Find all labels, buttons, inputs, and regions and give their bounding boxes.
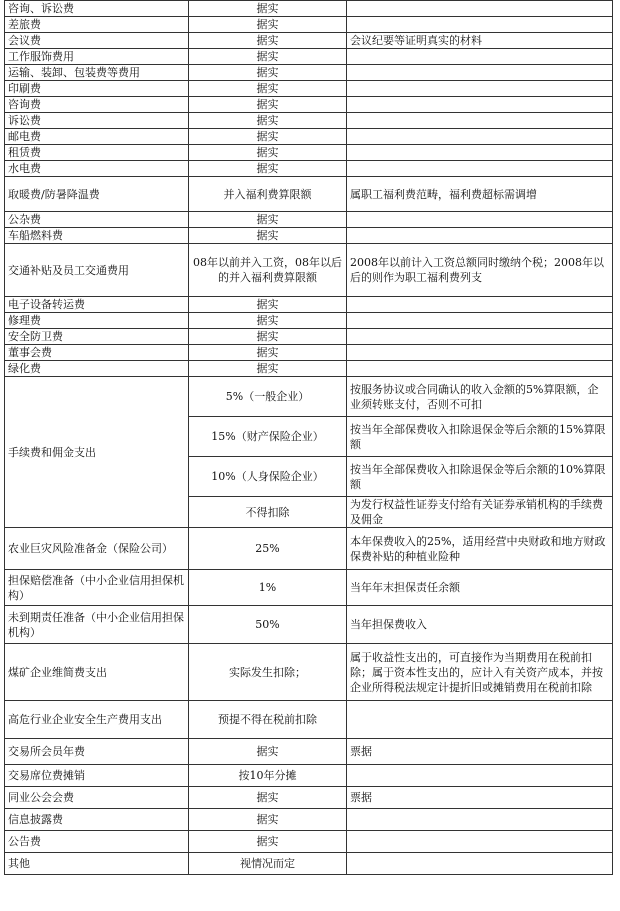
note-cell [347,831,613,853]
deduction-rule-cell: 据实 [189,1,347,17]
note-cell: 属职工福利费范畴，福利费超标需调增 [347,177,613,212]
table-row [5,1,613,17]
deduction-rule-cell: 据实 [189,81,347,97]
table-row [5,701,613,739]
expense-item-cell: 公告费 [5,831,189,853]
table-row [5,129,613,145]
note-cell: 票据 [347,739,613,765]
expense-item-cell: 水电费 [5,161,189,177]
table-row [5,528,613,570]
table-row [5,297,613,313]
note-cell: 当年担保费收入 [347,606,613,644]
table-row [5,177,613,212]
expense-item-cell: 取暖费/防暑降温费 [5,177,189,212]
note-cell [347,228,613,244]
expense-item-cell: 交易席位费摊销 [5,765,189,787]
deduction-rule-cell: 5%（一般企业） [189,377,347,417]
deduction-rule-cell: 据实 [189,831,347,853]
note-cell [347,17,613,33]
expense-item-cell: 安全防卫费 [5,329,189,345]
deduction-rule-cell: 50% [189,606,347,644]
table-row [5,113,613,129]
table-row [5,313,613,329]
deduction-rule-cell: 10%（人身保险企业） [189,457,347,497]
deduction-rule-cell: 据实 [189,97,347,113]
expense-item-cell: 农业巨灾风险准备金（保险公司） [5,528,189,570]
table-row [5,161,613,177]
note-cell: 按当年全部保费收入扣除退保金等后余额的10%算限额 [347,457,613,497]
note-cell [347,297,613,313]
expense-item-cell: 煤矿企业维简费支出 [5,644,189,701]
deduction-rule-cell: 据实 [189,329,347,345]
expense-table [4,0,613,875]
deduction-rule-cell: 据实 [189,739,347,765]
table-row [5,17,613,33]
table-row [5,345,613,361]
deduction-rule-cell: 据实 [189,809,347,831]
table-row [5,606,613,644]
note-cell [347,161,613,177]
note-cell: 属于收益性支出的，可直接作为当期费用在税前扣除；属于资本性支出的，应计入有关资产成本，并按企业所得税法规定计提折旧或摊销费用在税前扣除 [347,644,613,701]
note-cell [347,49,613,65]
deduction-rule-cell: 据实 [189,297,347,313]
table-row [5,831,613,853]
table-row [5,228,613,244]
note-cell [347,113,613,129]
note-cell: 为发行权益性证券支付给有关证券承销机构的手续费及佣金 [347,497,613,528]
deduction-rule-cell: 据实 [189,65,347,81]
deduction-rule-cell: 据实 [189,113,347,129]
deduction-rule-cell: 实际发生扣除； [189,644,347,701]
table-row [5,244,613,297]
deduction-rule-cell: 视情况而定 [189,853,347,875]
note-cell [347,1,613,17]
note-cell [347,853,613,875]
expense-item-cell: 同业公会会费 [5,787,189,809]
deduction-rule-cell: 25% [189,528,347,570]
note-cell [347,765,613,787]
deduction-rule-cell: 据实 [189,228,347,244]
deduction-rule-cell: 据实 [189,345,347,361]
deduction-rule-cell: 据实 [189,17,347,33]
deduction-rule-cell: 据实 [189,313,347,329]
deduction-rule-cell: 据实 [189,361,347,377]
deduction-rule-cell: 按10年分摊 [189,765,347,787]
table-row [5,329,613,345]
note-cell [347,361,613,377]
expense-item-cell: 邮电费 [5,129,189,145]
table-row [5,145,613,161]
expense-item-cell: 咨询、诉讼费 [5,1,189,17]
expense-item-cell: 修理费 [5,313,189,329]
note-cell [347,212,613,228]
table-row [5,765,613,787]
expense-item-cell: 公杂费 [5,212,189,228]
expense-item-cell: 印刷费 [5,81,189,97]
note-cell [347,701,613,739]
table-row [5,739,613,765]
expense-item-cell: 绿化费 [5,361,189,377]
table-row [5,377,613,417]
expense-item-cell: 租赁费 [5,145,189,161]
expense-item-cell: 咨询费 [5,97,189,113]
table-row [5,33,613,49]
table-row [5,787,613,809]
note-cell [347,97,613,113]
note-cell [347,145,613,161]
note-cell [347,129,613,145]
table-row [5,97,613,113]
note-cell [347,345,613,361]
expense-item-cell: 信息披露费 [5,809,189,831]
deduction-rule-cell: 据实 [189,787,347,809]
expense-item-cell: 工作服饰费用 [5,49,189,65]
note-cell: 当年年末担保责任余额 [347,570,613,606]
note-cell: 票据 [347,787,613,809]
expense-item-cell: 担保赔偿准备（中小企业信用担保机构） [5,570,189,606]
deduction-rule-cell: 预提不得在税前扣除 [189,701,347,739]
deduction-rule-cell: 据实 [189,212,347,228]
table-row [5,570,613,606]
expense-item-cell: 其他 [5,853,189,875]
table-row [5,81,613,97]
expense-item-cell: 未到期责任准备（中小企业信用担保机构） [5,606,189,644]
expense-item-cell: 董事会费 [5,345,189,361]
table-row [5,853,613,875]
deduction-rule-cell: 不得扣除 [189,497,347,528]
deduction-rule-cell: 15%（财产保险企业） [189,417,347,457]
note-cell [347,809,613,831]
note-cell [347,329,613,345]
deduction-rule-cell: 据实 [189,129,347,145]
table-row [5,212,613,228]
deduction-rule-cell: 据实 [189,145,347,161]
note-cell: 本年保费收入的25%，适用经营中央财政和地方财政保费补贴的种植业险种 [347,528,613,570]
note-cell [347,65,613,81]
table-row [5,49,613,65]
note-cell [347,81,613,97]
deduction-rule-cell: 据实 [189,49,347,65]
expense-item-cell: 电子设备转运费 [5,297,189,313]
deduction-rule-cell: 并入福利费算限额 [189,177,347,212]
expense-item-cell: 会议费 [5,33,189,49]
expense-item-cell: 交通补贴及员工交通费用 [5,244,189,297]
note-cell: 按服务协议或合同确认的收入金额的5%算限额，企业须转账支付，否则不可扣 [347,377,613,417]
expense-table-body [5,1,613,875]
deduction-rule-cell: 1% [189,570,347,606]
table-row [5,361,613,377]
table-row [5,809,613,831]
note-cell [347,313,613,329]
expense-item-cell: 车船燃料费 [5,228,189,244]
expense-item-cell: 差旅费 [5,17,189,33]
table-row [5,644,613,701]
note-cell: 2008年以前计入工资总额同时缴纳个税；2008年以后的则作为职工福利费列支 [347,244,613,297]
expense-item-cell: 交易所会员年费 [5,739,189,765]
expense-item-cell: 手续费和佣金支出 [5,377,189,528]
deduction-rule-cell: 08年以前并入工资，08年以后的并入福利费算限额 [189,244,347,297]
deduction-rule-cell: 据实 [189,161,347,177]
note-cell: 会议纪要等证明真实的材料 [347,33,613,49]
table-row [5,65,613,81]
expense-item-cell: 高危行业企业安全生产费用支出 [5,701,189,739]
expense-item-cell: 运输、装卸、包装费等费用 [5,65,189,81]
note-cell: 按当年全部保费收入扣除退保金等后余额的15%算限额 [347,417,613,457]
deduction-rule-cell: 据实 [189,33,347,49]
expense-item-cell: 诉讼费 [5,113,189,129]
